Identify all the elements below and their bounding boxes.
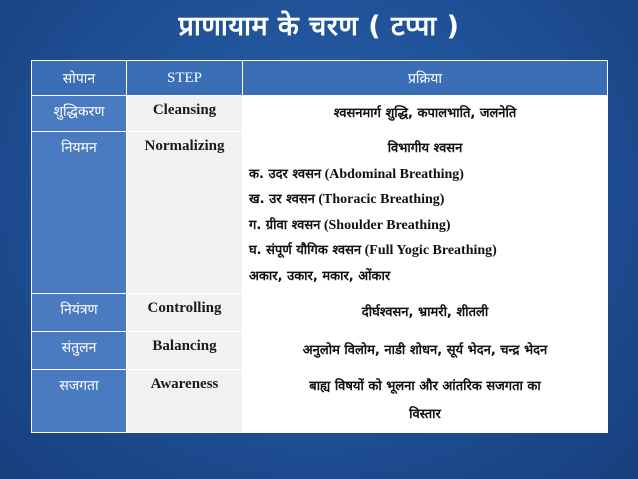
process-item-hindi: ग. ग्रीवा श्वसन [249, 217, 321, 233]
process-item-hindi: घ. संपूर्ण यौगिक श्वसन [249, 243, 362, 258]
step-cell: Controlling [127, 294, 243, 332]
process-line: विस्तार [409, 407, 441, 422]
table-row [32, 294, 608, 332]
table-row [32, 370, 608, 433]
step-cell: Cleansing [127, 96, 243, 132]
process-item [249, 187, 601, 213]
process-item-hindi: क. उदर श्वसन [249, 166, 322, 182]
table-row [32, 96, 608, 132]
pranayama-stages-table [31, 60, 608, 433]
step-cell: Balancing [127, 332, 243, 370]
process-item [249, 213, 601, 239]
process-cell [243, 370, 608, 433]
process-cell: दीर्घश्वसन, भ्रामरी, शीतली [243, 294, 608, 332]
header-process: प्रक्रिया [243, 61, 608, 96]
process-cell: श्वसनमार्ग शुद्धि, कपालभाति, जलनेति [243, 96, 608, 132]
step-cell: Normalizing [127, 132, 243, 294]
process-line: बाह्य विषयों को भूलना और आंतरिक सजगता का [309, 379, 541, 394]
process-cell: अनुलोम विलोम, नाडी शोधन, सूर्य भेदन, चन्द्र भेदन [243, 332, 608, 370]
table-header-row [32, 61, 608, 96]
sopan-cell: सजगता [32, 370, 127, 433]
sopan-cell: नियमन [32, 132, 127, 294]
process-footer: अकार, उकार, मकार, ओंकार [249, 268, 391, 284]
step-cell: Awareness [127, 370, 243, 433]
process-item [249, 162, 601, 188]
process-cell [243, 132, 608, 294]
sopan-cell: शुद्धिकरण [32, 96, 127, 132]
header-step: STEP [127, 61, 243, 96]
process-item [249, 238, 601, 264]
process-item-english: (Thoracic Breathing) [314, 192, 445, 207]
sopan-cell: संतुलन [32, 332, 127, 370]
table-row [32, 132, 608, 294]
process-item-english: (Abdominal Breathing) [321, 166, 464, 182]
table-row [32, 332, 608, 370]
sopan-cell: नियंत्रण [32, 294, 127, 332]
process-item-hindi: ख. उर श्वसन [249, 192, 315, 207]
header-sopan: सोपान [32, 61, 127, 96]
process-item-english: (Shoulder Breathing) [320, 217, 451, 233]
process-item-english: (Full Yogic Breathing) [361, 243, 497, 258]
slide-title: प्राणायाम के चरण ( टप्पा ) [178, 11, 460, 42]
process-title: विभागीय श्वसन [387, 141, 463, 156]
